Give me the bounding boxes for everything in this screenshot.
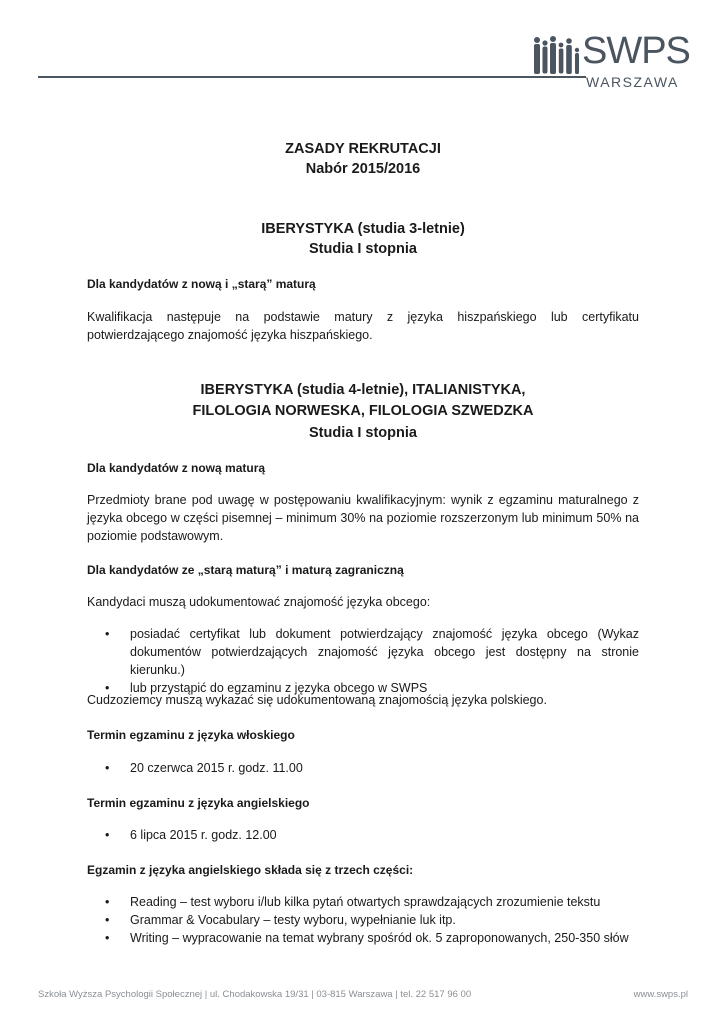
document-subtitle: Nabór 2015/2016 — [305, 161, 421, 177]
bullet-icon: • — [105, 895, 110, 909]
paragraph-foreigners: Cudzoziemcy muszą wykazać się udokumentowaną znajomością języka polskiego. — [87, 693, 547, 707]
paragraph-old-matura: Kandydaci muszą udokumentować znajomość języka obcego: — [87, 595, 431, 609]
section2-level: Studia I stopnia — [309, 425, 417, 441]
people-silhouettes-icon — [532, 36, 582, 76]
bullet-icon: • — [105, 913, 110, 927]
section2-heading-line1: IBERYSTYKA (studia 4-letnie), ITALIANISTYKA, — [200, 382, 526, 398]
list-item: • lub przystąpić do egzaminu z języka obcego w SWPS — [105, 681, 428, 695]
bullet-icon: • — [105, 931, 110, 945]
subheading-new-matura: Dla kandydatów z nową maturą — [87, 461, 266, 475]
exam-english-heading: Termin egzaminu z języka angielskiego — [87, 796, 310, 810]
section1-subheading: Dla kandydatów z nową i „starą” maturą — [87, 277, 316, 291]
bullet-icon: • — [105, 761, 110, 775]
exam-english-list — [87, 826, 639, 844]
exam-parts-list — [87, 893, 639, 947]
exam-italian-heading: Termin egzaminu z języka włoskiego — [87, 728, 295, 742]
list-item: • Grammar & Vocabulary – testy wyboru, wypełnianie luk itp. — [105, 913, 456, 927]
header-divider — [38, 76, 586, 78]
bullet-icon: • — [105, 828, 110, 842]
paragraph-new-matura: Przedmioty brane pod uwagę w postępowaniu kwalifikacyjnym: wynik z egzaminu maturalnego z języka obcego w części pisemnej – minimum 30% na poziomie rozszerzonym lub minimum 50% na poziomie podstawowym. — [87, 493, 639, 543]
swps-logo — [532, 30, 690, 94]
list-item: • 6 lipca 2015 r. godz. 12.00 — [105, 828, 277, 842]
bullet-icon: • — [105, 681, 110, 695]
section1-level: Studia I stopnia — [309, 241, 417, 257]
logo-wordmark: SWPS — [582, 30, 690, 72]
exam-italian-list — [87, 759, 639, 777]
exam-parts-heading: Egzamin z języka angielskiego składa się z trzech części: — [87, 863, 414, 877]
old-matura-options-list — [87, 625, 639, 697]
list-item: • 20 czerwca 2015 r. godz. 11.00 — [105, 761, 303, 775]
footer-website-link[interactable]: www.swps.pl — [633, 989, 688, 1000]
list-item: • posiadać certyfikat lub dokument potwierdzający znajomość języka obcego (Wykaz dokumentów potwierdzających znajomość języka obcego jest dostępny na stronie kierunku.) — [105, 627, 639, 677]
logo-city: WARSZAWA — [586, 74, 679, 90]
subheading-old-matura: Dla kandydatów ze „starą maturą” i maturą zagraniczną — [87, 563, 404, 577]
list-item: • Reading – test wyboru i/lub kilka pytań otwartych sprawdzających zrozumienie tekstu — [105, 895, 601, 909]
section1-heading: IBERYSTYKA (studia 3-letnie) — [261, 221, 465, 237]
section2-heading-line2: FILOLOGIA NORWESKA, FILOLOGIA SZWEDZKA — [192, 403, 534, 419]
bullet-icon: • — [105, 627, 110, 641]
footer-address: Szkoła Wyższa Psychologii Społecznej | ul. Chodakowska 19/31 | 03-815 Warszawa | tel. 22 517 96 00 — [38, 989, 472, 1000]
section1-paragraph: Kwalifikacja następuje na podstawie matury z języka hiszpańskiego lub certyfikatu potwierdzającego znajomość języka hiszpańskiego. — [87, 310, 639, 342]
document-title: ZASADY REKRUTACJI — [285, 141, 441, 157]
list-item: • Writing – wypracowanie na temat wybrany spośród ok. 5 zaproponowanych, 250-350 słów — [105, 931, 629, 945]
